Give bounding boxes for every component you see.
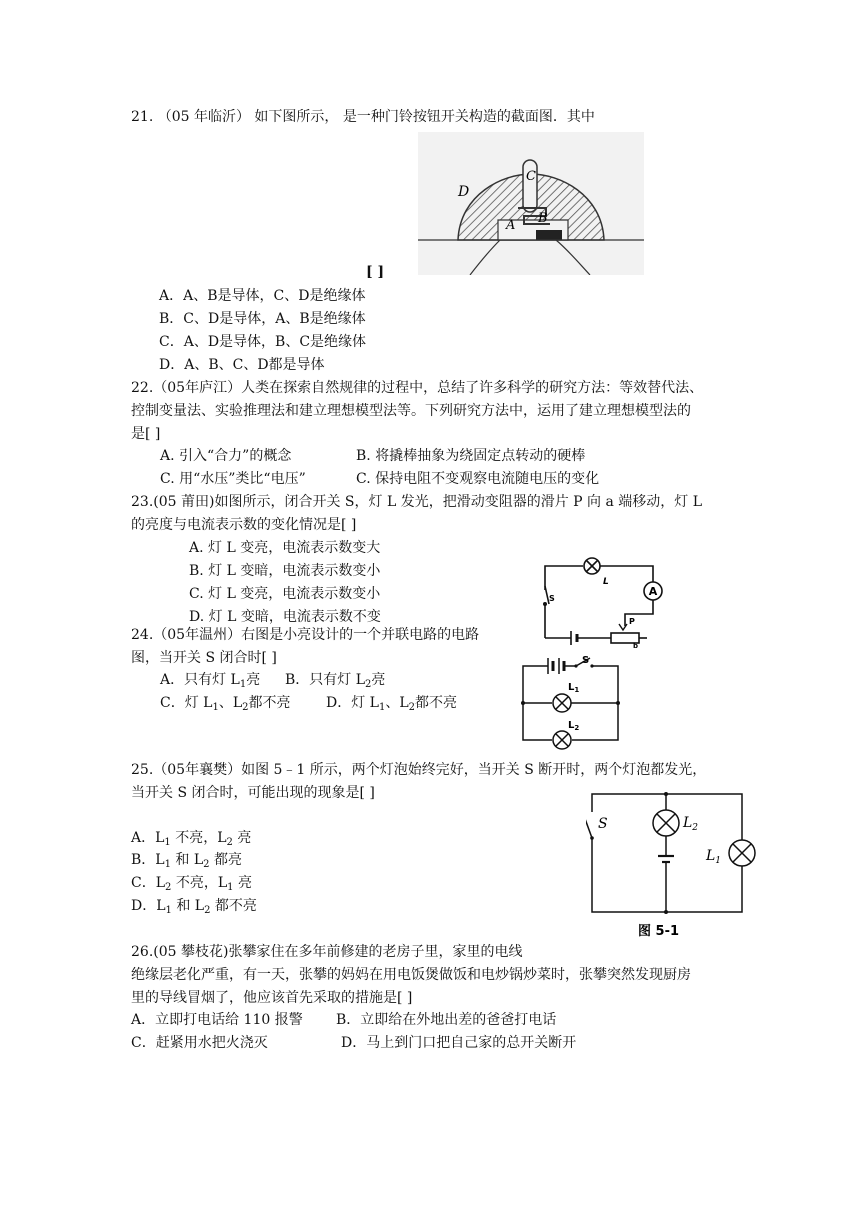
q21-stem: 21. （05 年临沂） 如下图所示， 是一种门铃按钮开关构造的截面图．其中: [131, 109, 595, 125]
q26-option-c: C．赶紧用水把火浇灭: [131, 1035, 268, 1051]
q23-label-p: P: [629, 617, 635, 626]
q26-option-a: A．立即打电话给 110 报警: [131, 1012, 303, 1028]
q25-stem-2: 当开关 S 闭合时，可能出现的现象是[ ]: [131, 785, 375, 801]
q23-label-b: b: [633, 642, 639, 648]
label-a: A: [506, 218, 516, 233]
q23-option-b: B. 灯 L 变暗，电流表示数变小: [189, 563, 381, 579]
q25-stem-1: 25.（05年襄樊）如图 5﹣1 所示，两个灯泡始终完好，当开关 S 断开时，两个灯泡都发光，: [131, 762, 707, 778]
q23-option-d: D. 灯 L 变暗，电流表示数不变: [189, 609, 381, 625]
q25-circuit-figure: [586, 790, 758, 940]
q26-option-b: B．立即给在外地出差的爸爸打电话: [336, 1012, 557, 1028]
q23-stem-2: 的亮度与电流表示数的变化情况是[ ]: [131, 517, 357, 533]
q22-option-a: A. 引入“合力”的概念: [160, 448, 292, 464]
q25-label-l1: $L_1$: [706, 848, 722, 866]
q23-option-c: C. 灯 L 变亮，电流表示数变小: [189, 586, 381, 602]
q24-label-l1: $L_1$: [568, 682, 580, 694]
q24-label-s: S: [582, 655, 590, 666]
q23-label-l: L: [603, 577, 609, 587]
q22-option-b: B. 将撬棒抽象为绕固定点转动的硬棒: [356, 448, 586, 464]
label-c: C: [526, 169, 536, 184]
q21-bracket: [ ]: [366, 264, 385, 280]
q26-stem-1: 26.(05 攀枝花)张攀家住在多年前修建的老房子里，家里的电线: [131, 944, 523, 960]
q23-label-s: S: [549, 594, 555, 603]
q23-circuit-figure: [535, 552, 665, 648]
q24-stem-1: 24.（05年温州）右图是小亮设计的一个并联电路的电路: [131, 627, 480, 643]
q25-option-b: B．$L_1$ 和 $L_2$ 都亮: [131, 852, 242, 870]
q22-option-d: C. 保持电阻不变观察电流随电压的变化: [356, 471, 600, 487]
q25-option-a: A．$L_1$ 不亮，$L_2$ 亮: [131, 830, 252, 848]
q24-label-l2: $L_2$: [568, 720, 580, 732]
label-b: B: [538, 211, 548, 226]
q25-label-l2: $L_2$: [683, 815, 699, 833]
q21-option-b: B．C、D是导体，A、B是绝缘体: [159, 311, 366, 327]
q22-option-c: C. 用“水压”类比“电压”: [160, 471, 306, 487]
q21-option-a: A．A、B是导体，C、D是绝缘体: [159, 288, 366, 304]
q21-option-d: D．A、B、C、D都是导体: [159, 357, 325, 373]
q24-parallel-circuit-figure: [516, 652, 626, 752]
q22-stem-2: 控制变量法、实验推理法和建立理想模型法等。下列研究方法中，运用了建立理想模型法的: [131, 403, 691, 419]
q24-option-a: A．只有灯 $L_1$亮: [160, 672, 261, 690]
q22-stem-1: 22.（05年庐江）人类在探索自然规律的过程中，总结了许多科学的研究方法：等效替代法、: [131, 380, 704, 396]
q24-stem-2: 图，当开关 S 闭合时[ ]: [131, 650, 277, 666]
q23-option-a: A. 灯 L 变亮，电流表示数变大: [189, 540, 381, 556]
q24-option-d: D．灯 $L_1$、$L_2$都不亮: [326, 695, 458, 713]
q21-option-c: C．A、D是导体，B、C是绝缘体: [159, 334, 367, 350]
q24-option-c: C．灯 $L_1$、$L_2$都不亮: [160, 695, 291, 713]
q25-label-s: S: [598, 816, 608, 832]
q26-option-d: D．马上到门口把自己家的总开关断开: [341, 1035, 577, 1051]
q25-option-c: C．$L_2$ 不亮，$L_1$ 亮: [131, 875, 252, 893]
q26-stem-2: 绝缘层老化严重，有一天，张攀的妈妈在用电饭煲做饭和电炒锅炒菜时，张攀突然发现厨房: [131, 967, 691, 983]
q22-stem-3: 是[ ]: [131, 426, 161, 442]
q25-option-d: D．$L_1$ 和 $L_2$ 都不亮: [131, 898, 257, 916]
doorbell-switch-figure: [418, 132, 644, 275]
q23-stem-1: 23.(05 莆田)如图所示，闭合开关 S，灯 L 发光，把滑动变阻器的滑片 P 向 a 端移动，灯 L: [131, 494, 703, 510]
q24-option-b: B．只有灯 $L_2$亮: [285, 672, 386, 690]
q26-stem-3: 里的导线冒烟了，他应该首先采取的措施是[ ]: [131, 990, 413, 1006]
q25-figure-caption: 图 5-1: [638, 924, 680, 939]
q23-label-a: A: [648, 585, 658, 598]
label-d: D: [458, 184, 470, 200]
